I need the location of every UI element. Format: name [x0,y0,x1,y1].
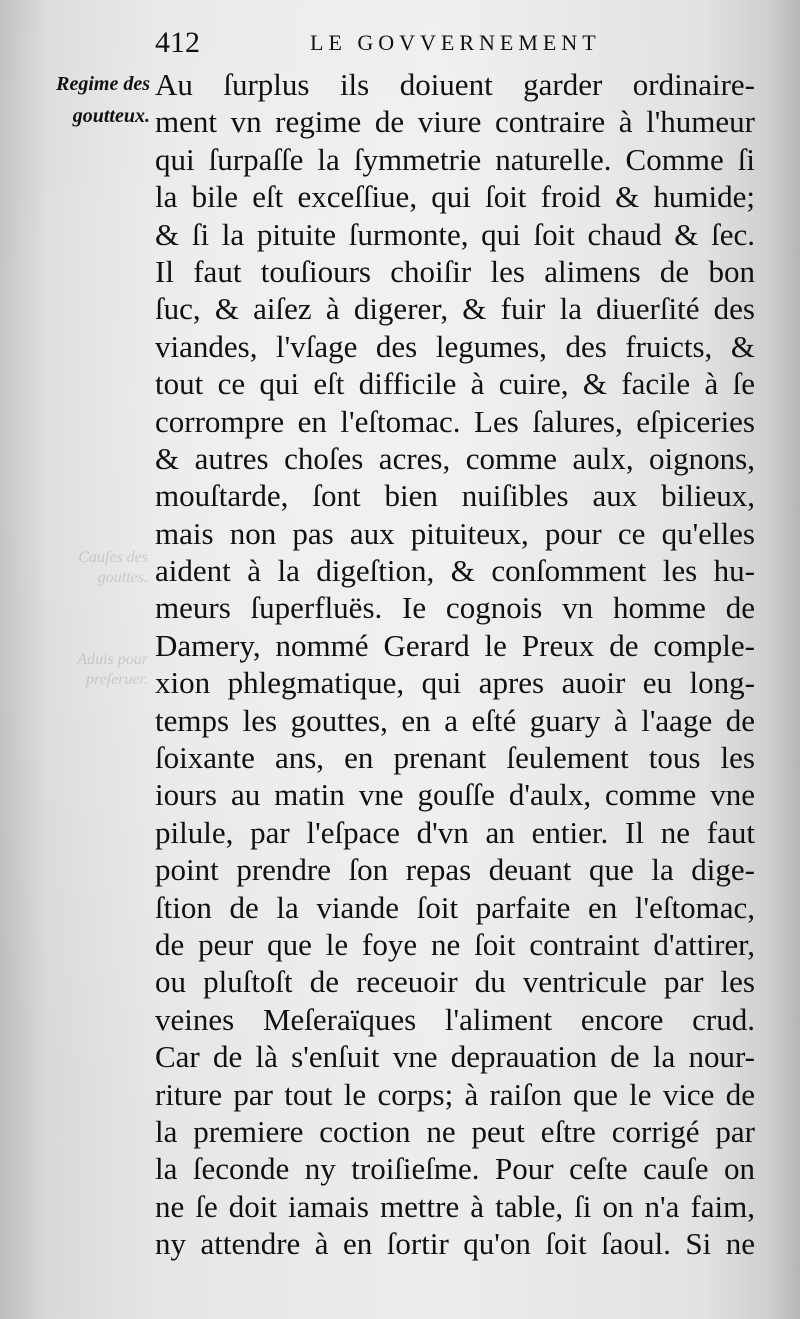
text-line: Il faut touſiours choiſir les alimens de bon [155,253,755,289]
text-line: tout ce qui eſt difficile à cuire, & facile à ſe [155,366,755,402]
text-line: la ſeconde ny troiſieſme. Pour ceſte cauſe on [155,1151,755,1187]
text-line: ny attendre à en ſortir qu'on ſoit ſaoul. Si ne [155,1226,755,1262]
text-line: ou pluſtoſt de receuoir du ventricule par les [155,964,755,1000]
text-line: pilule, par l'eſpace d'vn an entier. Il ne faut [155,814,755,850]
text-line: & autres choſes acres, comme aulx, oignons, [155,440,755,476]
page-number: 412 [155,26,200,59]
text-line: ne ſe doit iamais mettre à table, ſi on n'a faim, [155,1188,755,1224]
body-text [155,66,755,1263]
text-line: la bile eſt exceſſiue, qui ſoit froid & humide; [155,179,755,215]
bleed-through-mark: Aduis pour preſeruer. [77,651,148,688]
text-line: viandes, l'vſage des legumes, des fruicts, & [155,328,755,364]
text-line: la premiere coction ne peut eſtre corrigé par [155,1113,755,1149]
text-line: meurs ſuperfluës. Ie cognois vn homme de [155,590,755,626]
text-line: qui ſurpaſſe la ſymmetrie naturelle. Comme ſi [155,141,755,177]
text-line: xion phlegmatique, qui apres auoir eu long- [155,665,755,701]
text-line: corrompre en l'eſtomac. Les ſalures, eſpiceries [155,403,755,439]
text-line: iours au matin vne gouſſe d'aulx, comme vne [155,777,755,813]
text-line: riture par tout le corps; à raiſon que le vice de [155,1076,755,1112]
text-line: ſtion de la viande ſoit parfaite en l'eſtomac, [155,889,755,925]
margin-note [10,68,150,132]
text-line: ſoixante ans, en prenant ſeulement tous les [155,740,755,776]
text-line: Damery, nommé Gerard le Preux de comple- [155,627,755,663]
margin-note-line: Regime des [56,73,150,95]
text-line: point prendre ſon repas deuant que la dige- [155,852,755,888]
text-line: mouſtarde, ſont bien nuiſibles aux bilieux, [155,478,755,514]
text-line: Au ſurplus ils doiuent garder ordinaire- [155,67,755,102]
text-line: aident à la digeſtion, & conſomment les hu- [155,553,755,589]
bleed-through-mark: Cauſes des gouttes. [78,549,148,586]
text-line: de peur que le foye ne ſoit contraint d'attirer, [155,926,755,962]
text-line: ſuc, & aiſez à digerer, & fuir la diuerſité des [155,291,755,327]
text-line: ment vn regime de viure contraire à l'humeur [155,104,755,140]
text-line: temps les gouttes, en a eſté guary à l'aage de [155,702,755,738]
text-line: & ſi la pituite ſurmonte, qui ſoit chaud & ſec. [155,216,755,252]
margin-note-line: goutteux. [72,105,150,127]
text-line: Car de là s'enſuit vne deprauation de la nour- [155,1039,755,1075]
running-head: LE GOVVERNEMENT [310,30,601,55]
text-line: veines Meſeraïques l'aliment encore crud. [155,1001,755,1037]
page-header [150,26,750,60]
text-line: mais non pas aux pituiteux, pour ce qu'elles [155,515,755,551]
